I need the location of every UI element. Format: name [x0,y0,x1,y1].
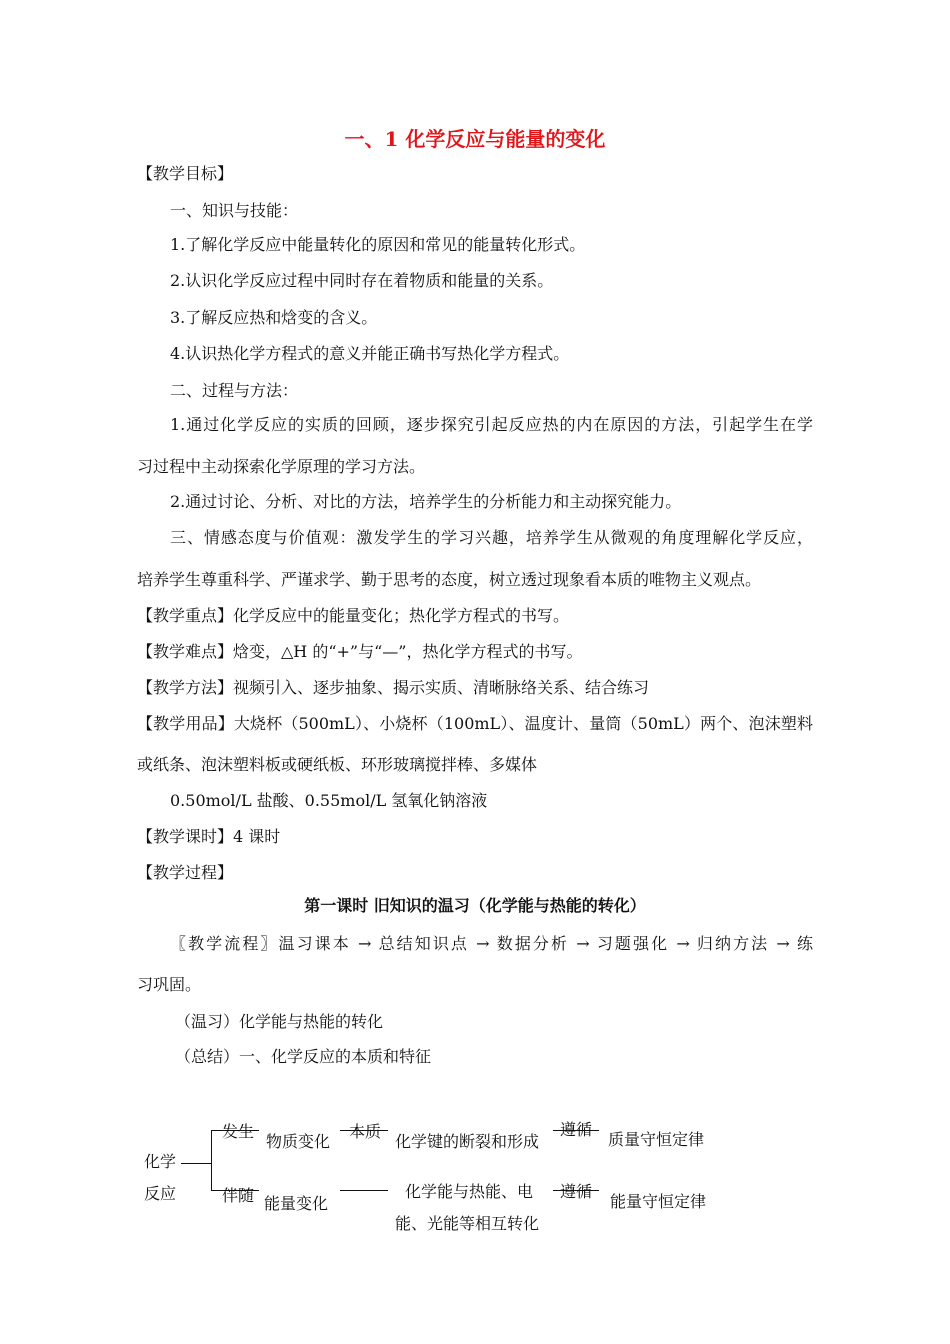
process-item-2: 2.通过讨论、分析、对比的方法，培养学生的分析能力和主动探究能力。 [170,492,682,511]
branch-bracket [211,1130,212,1190]
diagram-root-line-1: 化学 [144,1152,177,1171]
lower-mid-line-2: 能、光能等相互转化 [395,1214,540,1233]
knowledge-heading: 一、知识与技能： [170,201,299,220]
key-point: 【教学重点】化学反应中的能量变化；热化学方程式的书写。 [137,606,570,625]
lesson-1-title: 第一课时 旧知识的温习（化学能与热能的转化） [304,896,646,915]
flow-line-2: 习巩固。 [137,975,202,994]
process-item-1-line-2: 习过程中主动探索化学原理的学习方法。 [137,457,426,476]
emotion-line-2: 培养学生尊重科学、严谨求学、勤于思考的态度，树立透过现象看本质的唯物主义观点。 [137,570,762,589]
upper-node: 物质变化 [266,1132,331,1151]
upper-mid: 化学键的断裂和形成 [395,1132,540,1151]
diagram-root-line-2: 反应 [144,1184,177,1203]
materials-line-3: 0.50mol/L 盐酸、0.55mol/L 氢氧化钠溶液 [170,791,488,810]
materials-line-1: 【教学用品】大烧杯（500mL）、小烧杯（100mL）、温度计、量筒（50mL）两个、泡沫塑料 [137,714,813,733]
upper-link-label: 本质 [349,1122,382,1141]
objectives-heading: 【教学目标】 [137,164,234,183]
summary-line: （总结）一、化学反应的本质和特征 [175,1047,432,1066]
lower-law: 能量守恒定律 [610,1192,707,1211]
review-line: （温习）化学能与热能的转化 [175,1012,384,1031]
procedure-heading: 【教学过程】 [137,863,234,882]
knowledge-item: 3.了解反应热和焓变的含义。 [170,308,378,327]
materials-line-2: 或纸条、泡沫塑料板或硬纸板、环形玻璃搅拌棒、多媒体 [137,755,538,774]
emotion-line-1: 三、情感态度与价值观：激发学生的学习兴趣，培养学生从微观的角度理解化学反应， [170,528,813,547]
process-item-1-line-1: 1.通过化学反应的实质的回顾，逐步探究引起反应热的内在原因的方法，引起学生在学 [170,415,813,434]
lower-edge-label: 伴随 [222,1186,255,1205]
lower-link-line [340,1190,388,1191]
upper-law: 质量守恒定律 [608,1130,705,1149]
knowledge-item: 4.认识热化学方程式的意义并能正确书写热化学方程式。 [170,344,570,363]
teaching-hours: 【教学课时】4 课时 [137,827,281,846]
process-heading: 二、过程与方法： [170,381,299,400]
knowledge-item: 1.了解化学反应中能量转化的原因和常见的能量转化形式。 [170,235,586,254]
lower-mid-line-1: 化学能与热能、电 [405,1182,534,1201]
concept-diagram [0,1100,950,1260]
upper-edge-label: 发生 [222,1122,255,1141]
lower-node: 能量变化 [264,1194,329,1213]
page-title: 一、1 化学反应与能量的变化 [344,127,606,151]
difficulty: 【教学难点】焓变，△H 的“+”与“—”，热化学方程式的书写。 [137,642,583,661]
teaching-method: 【教学方法】视频引入、逐步抽象、揭示实质、清晰脉络关系、结合练习 [137,678,650,697]
flow-line-1: 〖教学流程〗温习课本 → 总结知识点 → 数据分析 → 习题强化 → 归纳方法 → 练 [170,934,813,953]
upper-follow-label: 遵循 [560,1120,593,1139]
root-connector [181,1163,211,1164]
lower-follow-label: 遵循 [560,1182,593,1201]
knowledge-item: 2.认识化学反应过程中同时存在着物质和能量的关系。 [170,271,554,290]
